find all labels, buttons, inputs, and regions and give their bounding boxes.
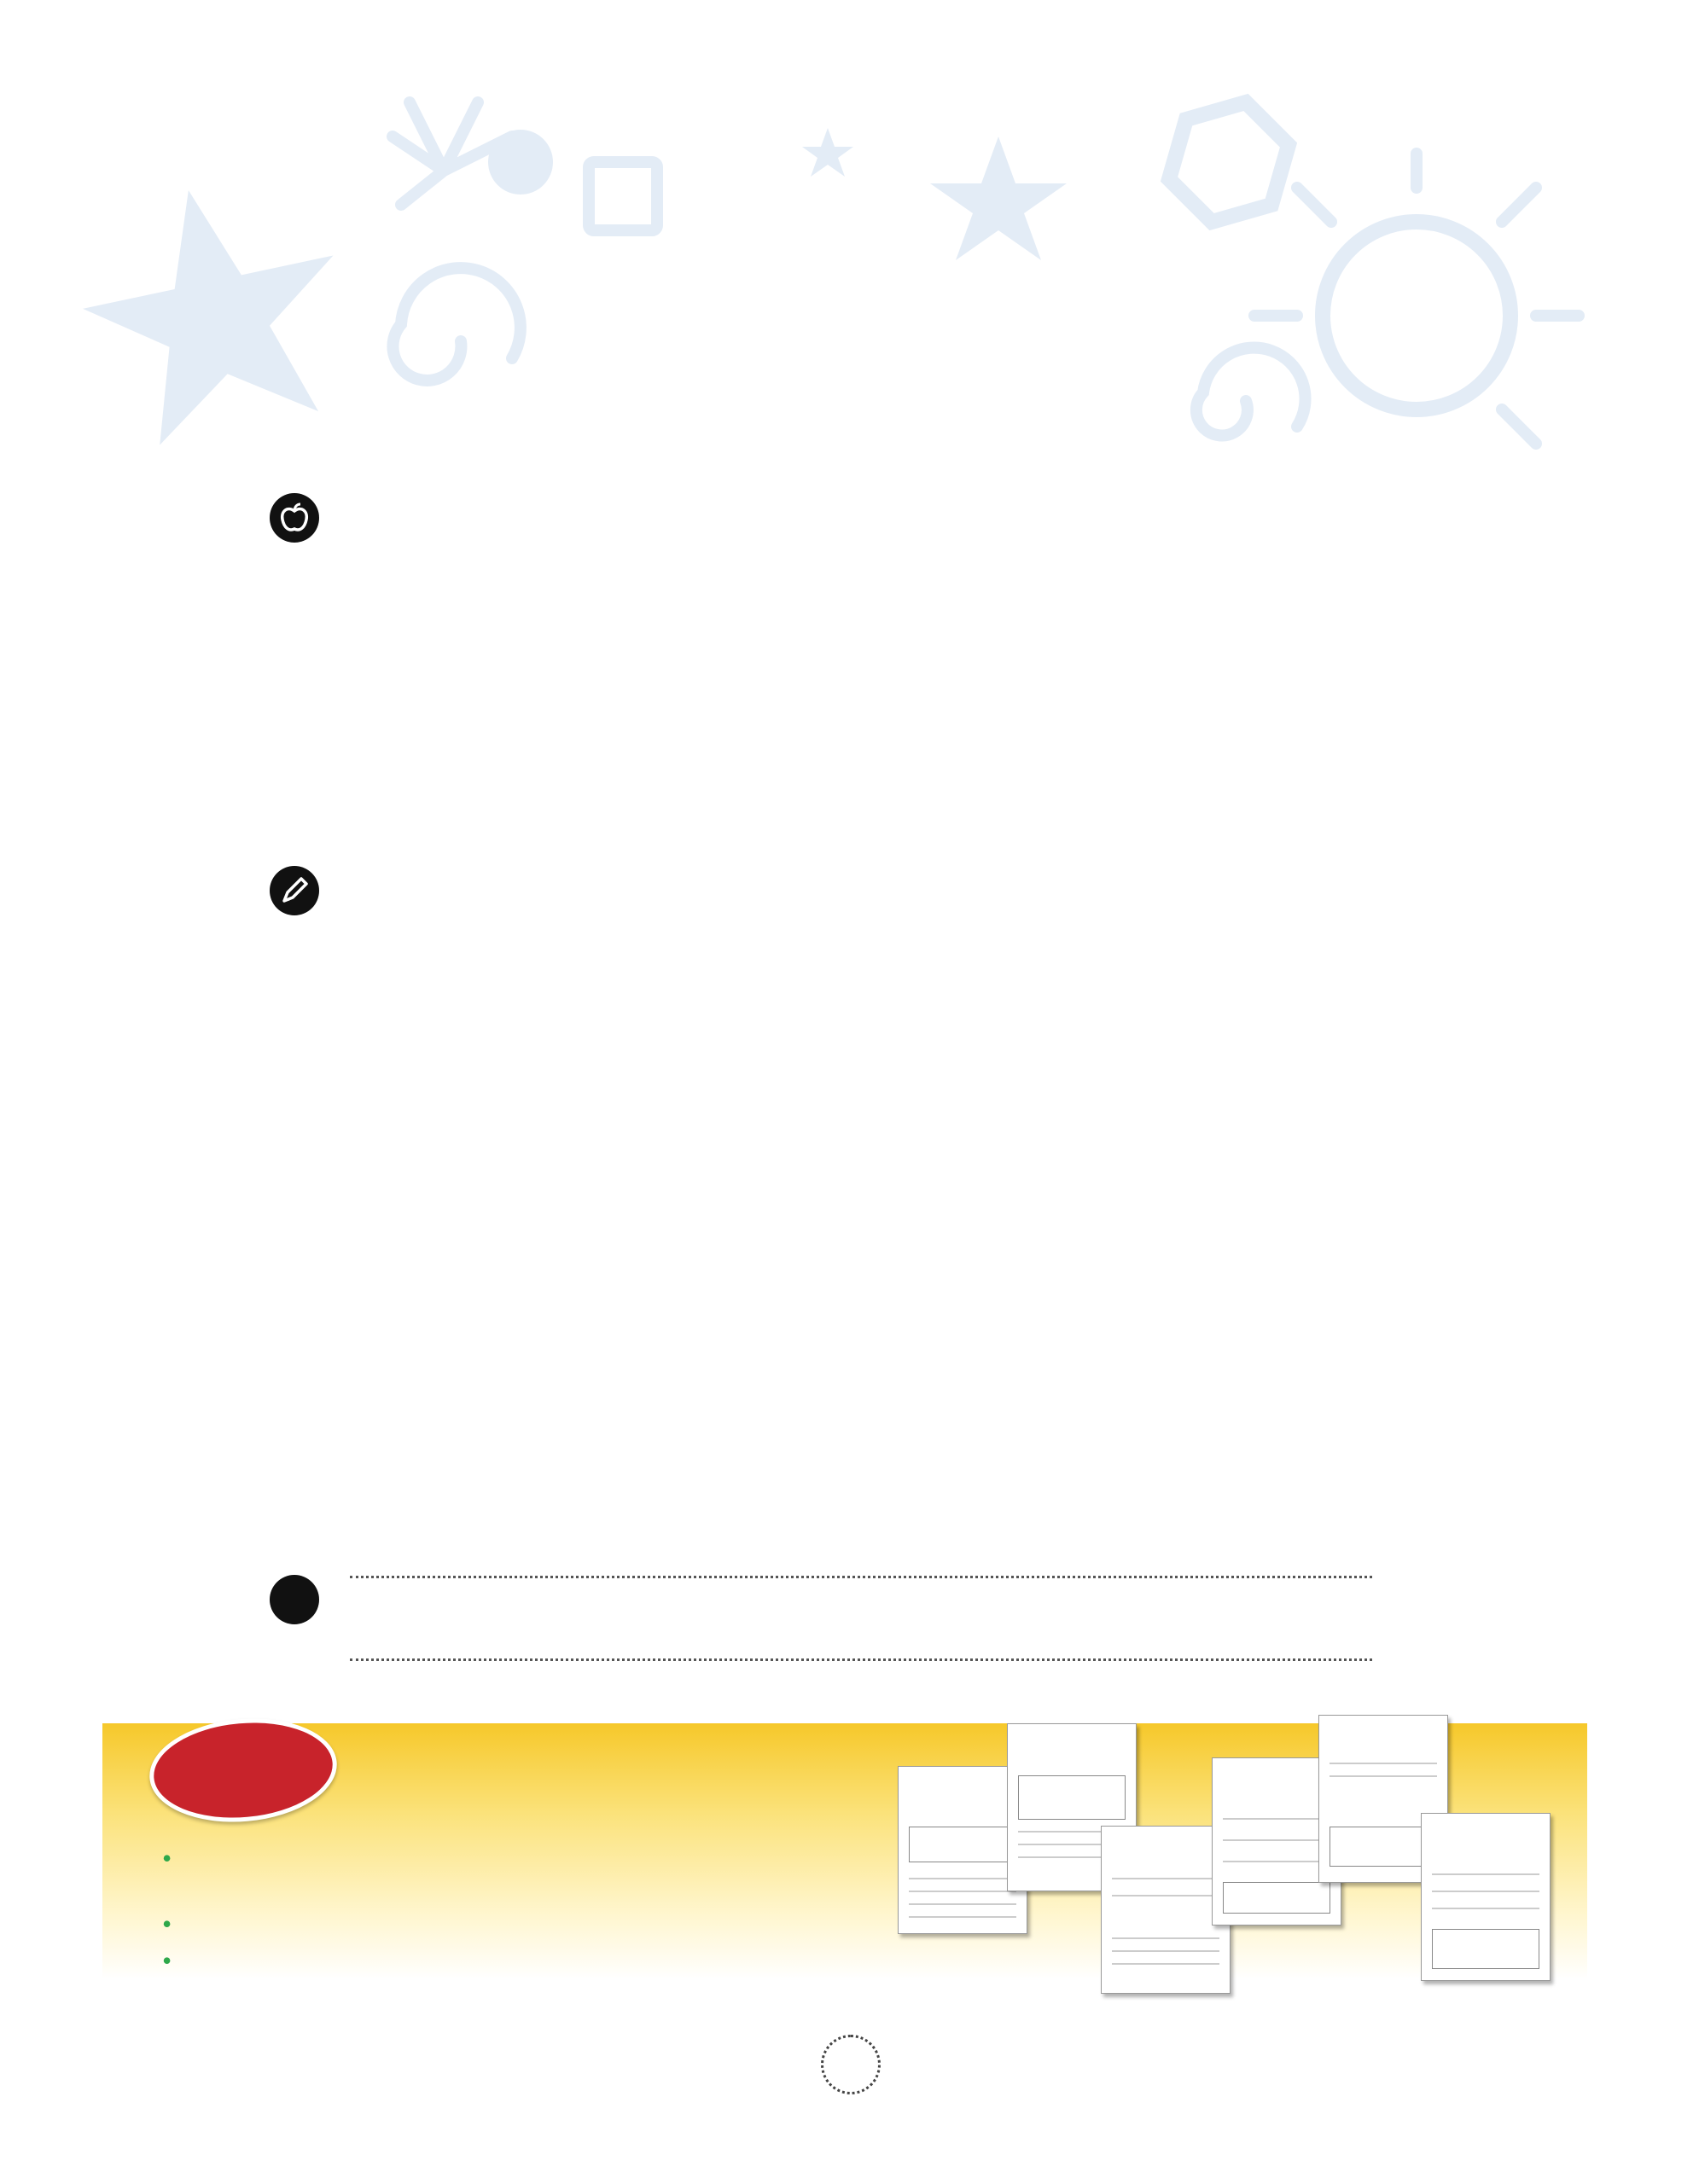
sheet-line [1112,1950,1219,1952]
publisher-logo [101,2052,104,2089]
sheet-line [1432,1908,1539,1909]
dot-leader [350,1658,1372,1661]
page-number-badge [821,2035,881,2094]
star-shape [930,136,1067,260]
promo-step [162,1945,180,1977]
bullet-icon: • [162,1908,172,1939]
sheet-line [909,1891,1016,1892]
apple-icon [270,493,319,543]
pencil-icon [270,866,319,915]
sheet-line [1330,1775,1437,1777]
bullet-icon: • [162,1945,172,1976]
sheet-line [1432,1873,1539,1875]
star-shape [802,128,853,177]
sheet-line [1112,1895,1219,1896]
sheet-line [909,1916,1016,1918]
activity-sheet-thumbnail [1421,1813,1551,1981]
sheet-line [909,1878,1016,1879]
bullet-icon: • [162,1843,172,1873]
star-shape [63,164,364,455]
sheet-line [1112,1878,1219,1879]
dot-leader [350,1575,1372,1578]
toc-row-graphic-organizers[interactable] [338,1658,1418,1699]
sheet-line [1112,1963,1219,1965]
sheet-box [909,1827,1016,1862]
promo-step [162,1908,180,1940]
decorative-background [0,0,1699,597]
sheet-line [1112,1937,1219,1939]
sheet-box [1432,1929,1539,1969]
ez-check-icon [270,1575,319,1624]
sheet-line [1432,1891,1539,1892]
sheet-line [1330,1763,1437,1764]
sheet-line [1223,1861,1330,1862]
toc-row-answer-key[interactable] [338,1575,1418,1616]
sheet-line [909,1903,1016,1905]
sheet-line [1223,1818,1330,1820]
sheet-box [1223,1882,1330,1914]
sheet-line [1223,1839,1330,1841]
sheet-box [1018,1775,1126,1820]
promo-step [162,1843,180,1874]
